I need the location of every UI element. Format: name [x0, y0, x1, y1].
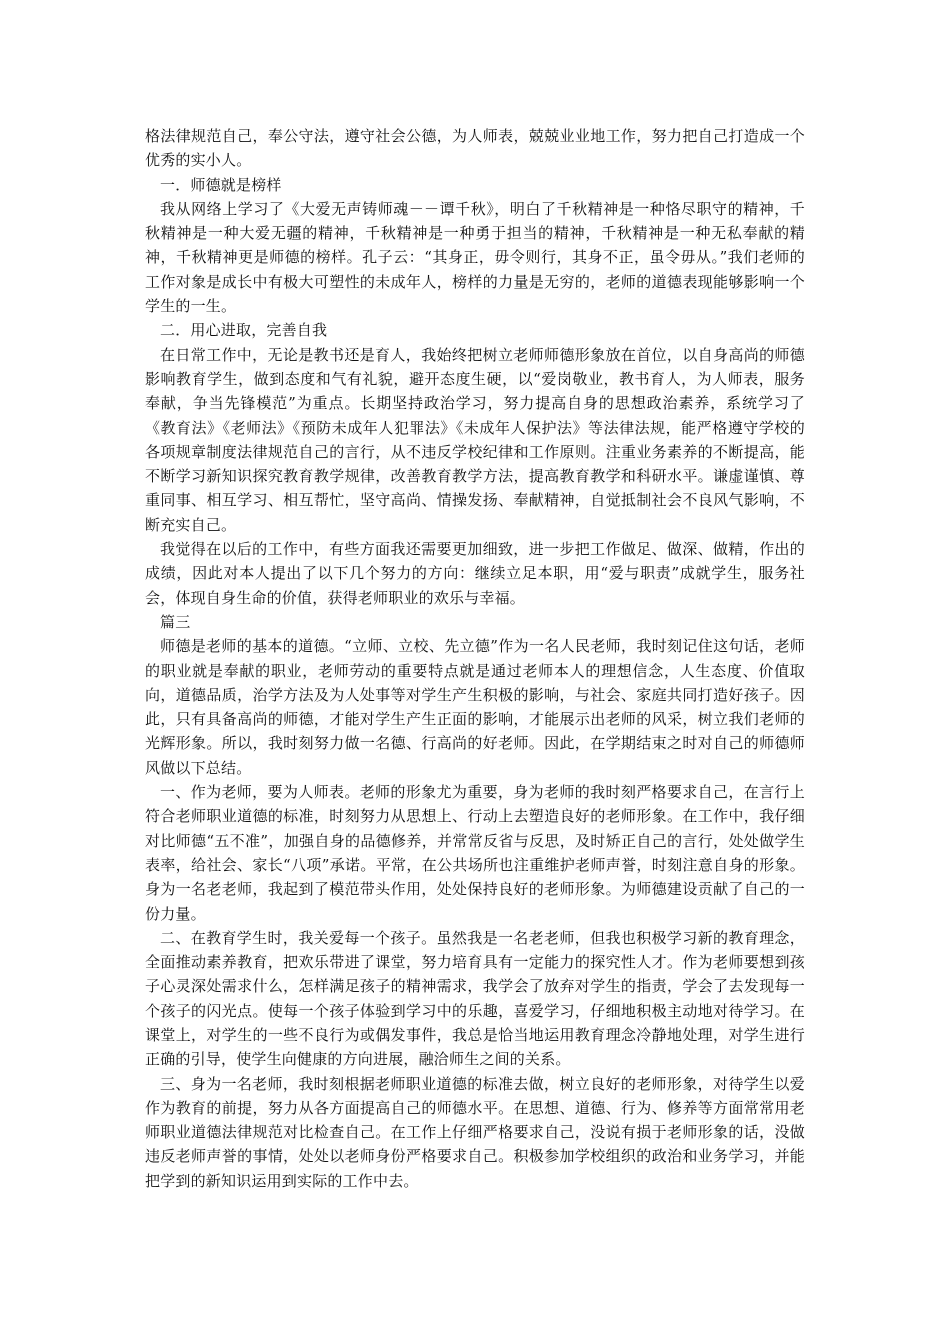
section-heading-self-improvement: 二．用心进取，完善自我 — [160, 321, 328, 340]
paragraph-body: 在日常工作中，无论是教书还是育人，我始终把树立老师师德形象放在首位，以自身高尚的师德影响教育学生，做到态度和气有礼貌，避开态度生硬，以“爱岗敬业，教书育人，为人师表，服务奉献，争当先锋模范”为重点。长期坚持政治学习，努力提高自身的思想政治素养，系统学习了《教育法》《老师法》《预防未成年人犯罪法》《未成年人保护法》等法律法规，能严格遵守学校的各项规章制度法律规范自己的言行，从不违反学校纪律和工作原则。注重业务素养的不断提高，能不断学习新知识探究教育教学规律，改善教育教学方法，提高教育教学和科研水平。谦虚谨慎、尊重同事、相互学习、相互帮忙，坚守高尚、情操发扬、奉献精神，自觉抵制社会不良风气影响，不断充实自己。 — [145, 345, 805, 534]
paragraph-body: 我觉得在以后的工作中，有些方面我还需要更加细致，进一步把工作做足、做深、做精，作出的成绩，因此对本人提出了以下几个努力的方向：继续立足本职，用“爱与职责”成就学生，服务社会，体现自身生命的价值，获得老师职业的欢乐与幸福。 — [145, 540, 805, 607]
section-heading-role-model: 一．师德就是榜样 — [160, 175, 282, 194]
paragraph-body: 二、在教育学生时，我关爱每一个孩子。虽然我是一名老老师，但我也积极学习新的教育理念，全面推动素养教育，把欢乐带进了课堂，努力培育具有一定能力的探究性人才。作为老师要想到孩子心灵深处需求什么，怎样满足孩子的精神需求，我学会了放弃对学生的指责，学会了去发现每一个孩子的闪光点。使每一个孩子体验到学习中的乐趣，喜爱学习，仔细地积极主动地对待学习。在课堂上，对学生的一些不良行为或偶发事件，我总是恰当地运用教育理念冷静地处理，对学生进行正确的引导，使学生向健康的方向进展，融洽师生之间的关系。 — [145, 928, 805, 1069]
paragraph-body: 三、身为一名老师，我时刻根据老师职业道德的标准去做，树立良好的老师形象，对待学生以爱作为教育的前提，努力从各方面提高自己的师德水平。在思想、道德、行为、修养等方面常常用老师职业道德法律规范对比检查自己。在工作上仔细严格要求自己，没说有损于老师形象的话，没做违反老师声誉的事情，处处以老师身份严格要求自己。积极参加学校组织的政治和业务学习，并能把学到的新知识运用到实际的工作中去。 — [145, 1074, 805, 1190]
document-page — [145, 124, 805, 1193]
paragraph-body: 师德是老师的基本的道德。“立师、立校、先立德”作为一名人民老师，我时刻记住这句话，老师的职业就是奉献的职业，老师劳动的重要特点就是通过老师本人的理想信念，人生态度、价值取向，道德品质，治学方法及为人处事等对学生产生积极的影响，与社会、家庭共同打造好孩子。因此，只有具备高尚的师德，才能对学生产生正面的影响，才能展示出老师的风采，树立我们老师的光辉形象。所以，我时刻努力做一名德、行高尚的好老师。因此，在学期结束之时对自己的师德师风做以下总结。 — [145, 637, 805, 777]
paragraph-body: 一、作为老师，要为人师表。老师的形象尤为重要，身为老师的我时刻严格要求自己，在言行上符合老师职业道德的标准，时刻努力从思想上、行动上去塑造良好的老师形象。在工作中，我仔细对比师德“五不准”，加强自身的品德修养，并常常反省与反思，及时矫正自己的言行，处处做学生表率，给社会、家长“八项”承诺。平常，在公共场所也注重维护老师声誉，时刻注意自身的形象。身为一名老老师，我起到了模范带头作用，处处保持良好的老师形象。为师德建设贡献了自己的一份力量。 — [145, 783, 805, 923]
section-heading-part-three: 篇三 — [160, 612, 191, 631]
paragraph-body: 我从网络上学习了《大爱无声铸师魂－－谭千秋》，明白了千秋精神是一种恪尽职守的精神，千秋精神是一种大爱无疆的精神，千秋精神是一种勇于担当的精神，千秋精神是一种无私奉献的精神，千秋精神更是师德的榜样。孔子云：“其身正，毋令则行，其身不正，虽令毋从。”我们老师的工作对象是成长中有极大可塑性的未成年人，榜样的力量是无穷的，老师的道德表现能够影响一个学生的一生。 — [145, 199, 805, 316]
paragraph-continued: 格法律规范自己，奉公守法，遵守社会公德，为人师表，兢兢业业地工作，努力把自己打造成一个优秀的实小人。 — [145, 127, 805, 170]
